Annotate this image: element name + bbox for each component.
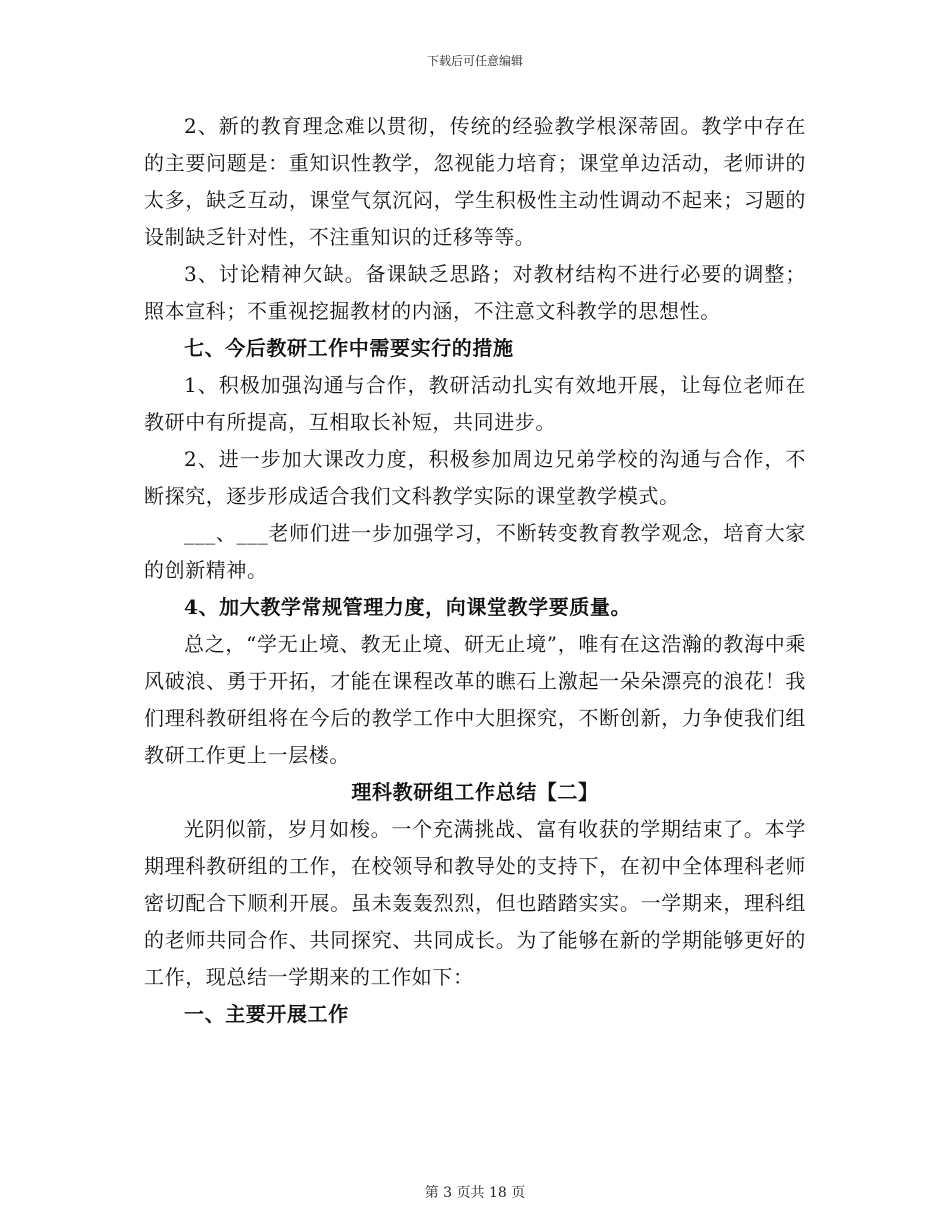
paragraph-measure-2: 2、进一步加大课改力度，积极参加周边兄弟学校的沟通与合作，不断探究，逐步形成适合我们文科教学实际的课堂教学模式。 [144,447,806,508]
page-footer: 第 3 页共 18 页 [424,1185,526,1201]
section-heading-measures: 七、今后教研工作中需要实行的措施 [184,336,514,360]
paragraph-problem-2: 2、新的教育理念难以贯彻，传统的经验教学根深蒂固。教学中存在的主要问题是：重知识性教学，忽视能力培育；课堂单边活动，老师讲的太多，缺乏互动，课堂气氛沉闷，学生积极性主动性调动不起来；习题的设制缺乏针对性，不注重知识的迁移等等。 [144,114,806,249]
paragraph-problem-3: 3、讨论精神欠缺。备课缺乏思路；对教材结构不进行必要的调整；照本宣科；不重视挖掘教材的内涵，不注意文科教学的思想性。 [144,262,806,323]
paragraph-measure-3: ___、___老师们进一步加强学习，不断转变教育教学观念，培育大家的创新精神。 [144,521,806,582]
section-title-summary-2: 理科教研组工作总结【二】 [351,780,599,804]
page-header: 下载后可任意编辑 [426,54,523,68]
section-heading-main-work: 一、主要开展工作 [184,1002,349,1026]
paragraph-measure-4: 4、加大教学常规管理力度，向课堂教学要质量。 [184,595,632,619]
document-body [144,108,806,1033]
paragraph-measure-1: 1、积极加强沟通与合作，教研活动扎实有效地开展，让每位老师在教研中有所提高，互相取长补短，共同进步。 [144,373,806,434]
paragraph-intro: 光阴似箭，岁月如梭。一个充满挑战、富有收获的学期结束了。本学期理科教研组的工作，在校领导和教导处的支持下，在初中全体理科老师密切配合下顺利开展。虽未轰轰烈烈，但也踏踏实实。一学期来，理科组的老师共同合作、共同探究、共同成长。为了能够在新的学期能够更好的工作，现总结一学期来的工作如下： [144,817,806,989]
paragraph-conclusion: 总之，“学无止境、教无止境、研无止境”，唯有在这浩瀚的教海中乘风破浪、勇于开拓，才能在课程改革的瞧石上激起一朵朵漂亮的浪花！我们理科教研组将在今后的教学工作中大胆探究，不断创新，力争使我们组教研工作更上一层楼。 [144,632,806,767]
